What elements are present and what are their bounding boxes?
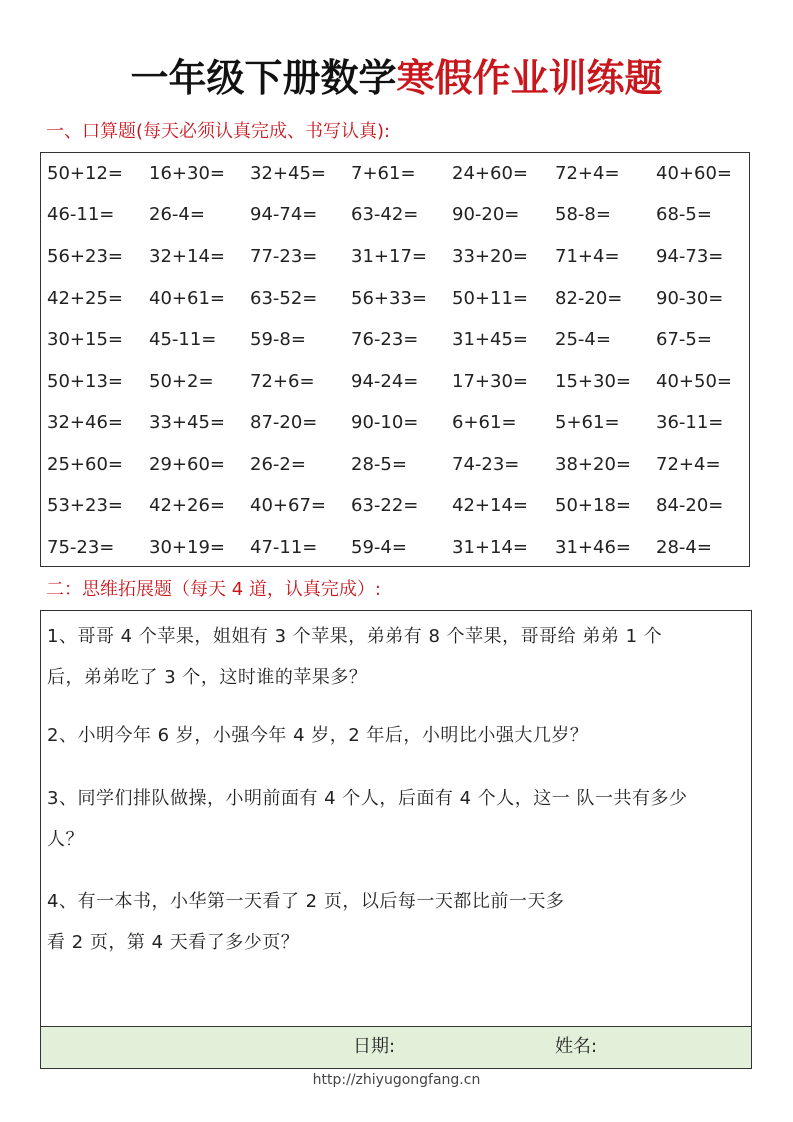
word-problem-3-line-1: 3、同学们排队做操，小明前面有 4 个人，后面有 4 个人，这一 队一共有多少 xyxy=(47,788,688,809)
calc-problem: 25-4= xyxy=(555,329,611,350)
calc-problem: 56+23= xyxy=(47,246,123,267)
word-problem-4 xyxy=(47,881,747,963)
calc-problem: 7+61= xyxy=(351,163,416,184)
calc-problem: 63-52= xyxy=(250,288,318,309)
calc-problem: 36-11= xyxy=(656,412,724,433)
calc-problem: 58-8= xyxy=(555,204,611,225)
calc-problem: 38+20= xyxy=(555,454,631,475)
calc-row xyxy=(41,367,749,397)
calc-problem: 90-20= xyxy=(452,204,520,225)
calc-problem: 31+45= xyxy=(452,329,528,350)
word-problem-2-line-1: 2、小明今年 6 岁，小强今年 4 岁，2 年后，小明比小强大几岁？ xyxy=(47,725,589,746)
calc-problem: 25+60= xyxy=(47,454,123,475)
calc-problem: 50+11= xyxy=(452,288,528,309)
calc-problem: 59-8= xyxy=(250,329,306,350)
calc-problem: 42+26= xyxy=(149,495,225,516)
calc-problem: 59-4= xyxy=(351,537,407,558)
calc-problem: 84-20= xyxy=(656,495,724,516)
calc-problem: 40+50= xyxy=(656,371,732,392)
calc-problem: 28-5= xyxy=(351,454,407,475)
calc-row xyxy=(41,408,749,438)
calc-problem: 50+18= xyxy=(555,495,631,516)
calc-problem: 67-5= xyxy=(656,329,712,350)
title-red-part: 寒假作业训练题 xyxy=(396,56,663,100)
calc-row xyxy=(41,533,749,563)
name-label: 姓名: xyxy=(555,1036,598,1057)
calc-row xyxy=(41,159,749,189)
calc-problem: 47-11= xyxy=(250,537,318,558)
calc-problem: 68-5= xyxy=(656,204,712,225)
calc-problem: 32+46= xyxy=(47,412,123,433)
calc-problem: 72+4= xyxy=(555,163,620,184)
calc-row xyxy=(41,284,749,314)
calc-problem: 72+6= xyxy=(250,371,315,392)
calc-problem: 53+23= xyxy=(47,495,123,516)
calc-problem: 42+25= xyxy=(47,288,123,309)
calc-problem: 90-10= xyxy=(351,412,419,433)
calc-problem: 42+14= xyxy=(452,495,528,516)
section1-heading: 一、口算题(每天必须认真完成、书写认真): xyxy=(46,121,391,142)
calc-row xyxy=(41,325,749,355)
calc-problem: 30+15= xyxy=(47,329,123,350)
calc-problem: 40+67= xyxy=(250,495,326,516)
section2-heading: 二：思维拓展题（每天 4 道，认真完成）: xyxy=(46,579,381,600)
calc-problem: 26-4= xyxy=(149,204,205,225)
calc-problem: 31+46= xyxy=(555,537,631,558)
calc-problem: 50+13= xyxy=(47,371,123,392)
calc-problem: 33+20= xyxy=(452,246,528,267)
calc-problem: 40+60= xyxy=(656,163,732,184)
calc-problem: 5+61= xyxy=(555,412,620,433)
calc-problem: 31+14= xyxy=(452,537,528,558)
calc-problem: 15+30= xyxy=(555,371,631,392)
word-problems-box xyxy=(40,610,752,1069)
calc-problem: 94-73= xyxy=(656,246,724,267)
calc-problem: 32+45= xyxy=(250,163,326,184)
calc-problem: 50+12= xyxy=(47,163,123,184)
word-problem-3 xyxy=(47,778,747,860)
calc-problem: 77-23= xyxy=(250,246,318,267)
calc-problem: 29+60= xyxy=(149,454,225,475)
word-problem-1-line-2: 后，弟弟吃了 3 个，这时谁的苹果多？ xyxy=(47,667,368,688)
calc-row xyxy=(41,450,749,480)
mental-arithmetic-table xyxy=(40,152,750,567)
calc-problem: 71+4= xyxy=(555,246,620,267)
calc-problem: 28-4= xyxy=(656,537,712,558)
calc-problem: 76-23= xyxy=(351,329,419,350)
calc-problem: 72+4= xyxy=(656,454,721,475)
word-problem-1 xyxy=(47,616,747,698)
calc-problem: 63-22= xyxy=(351,495,419,516)
word-problem-4-line-2: 看 2 页，第 4 天看了多少页？ xyxy=(47,932,300,953)
calc-problem: 94-74= xyxy=(250,204,318,225)
calc-problem: 63-42= xyxy=(351,204,419,225)
calc-problem: 90-30= xyxy=(656,288,724,309)
calc-problem: 30+19= xyxy=(149,537,225,558)
calc-row xyxy=(41,200,749,230)
calc-problem: 82-20= xyxy=(555,288,623,309)
footer-bar xyxy=(41,1026,751,1068)
calc-problem: 75-23= xyxy=(47,537,115,558)
calc-problem: 32+14= xyxy=(149,246,225,267)
date-label: 日期: xyxy=(353,1036,396,1057)
calc-problem: 24+60= xyxy=(452,163,528,184)
word-problem-3-line-2: 人？ xyxy=(47,829,84,850)
calc-problem: 40+61= xyxy=(149,288,225,309)
word-problem-2 xyxy=(47,715,747,756)
calc-problem: 87-20= xyxy=(250,412,318,433)
calc-row xyxy=(41,242,749,272)
calc-problem: 6+61= xyxy=(452,412,517,433)
calc-problem: 33+45= xyxy=(149,412,225,433)
calc-problem: 26-2= xyxy=(250,454,306,475)
calc-problem: 46-11= xyxy=(47,204,115,225)
calc-problem: 50+2= xyxy=(149,371,214,392)
page-title xyxy=(0,52,793,104)
calc-problem: 17+30= xyxy=(452,371,528,392)
calc-problem: 56+33= xyxy=(351,288,427,309)
calc-problem: 31+17= xyxy=(351,246,427,267)
word-problem-1-line-1: 1、哥哥 4 个苹果，姐姐有 3 个苹果，弟弟有 8 个苹果，哥哥给 弟弟 1 个 xyxy=(47,626,663,647)
title-black-part: 一年级下册数学 xyxy=(130,56,397,100)
calc-row xyxy=(41,491,749,521)
calc-problem: 94-24= xyxy=(351,371,419,392)
source-url: http://zhiyugongfang.cn xyxy=(312,1072,481,1088)
calc-problem: 74-23= xyxy=(452,454,520,475)
word-problem-4-line-1: 4、有一本书，小华第一天看了 2 页，以后每一天都比前一天多 xyxy=(47,891,565,912)
calc-problem: 45-11= xyxy=(149,329,217,350)
calc-problem: 16+30= xyxy=(149,163,225,184)
